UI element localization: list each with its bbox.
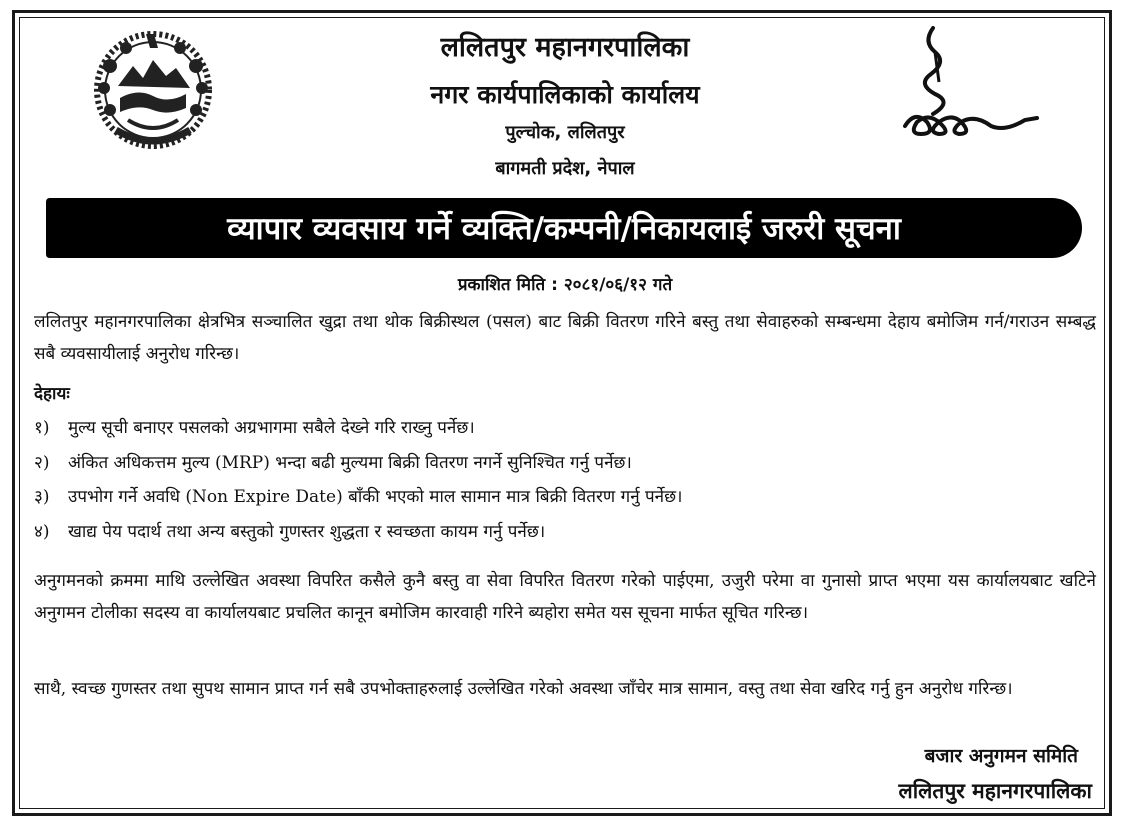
- list-item-number: २): [34, 452, 50, 473]
- notice-title: व्यापार व्यवसाय गर्ने व्यक्ति/कम्पनी/निकायलाई जरुरी सूचना: [227, 211, 901, 247]
- list-item-text: खाद्य पेय पदार्थ तथा अन्य बस्तुको गुणस्तर शुद्धता र स्वच्छता कायम गर्नु पर्नेछ।: [68, 521, 546, 542]
- list-item: [34, 450, 1096, 485]
- office-name: ललितपुर महानगरपालिका: [440, 32, 690, 63]
- list-item-number: १): [34, 418, 50, 438]
- list-item-text: अंकित अधिकत्तम मुल्य (MRP) भन्दा बढी मुल्यमा बिक्री वितरण नगर्ने सुनिश्चित गर्नु पर्नेछ।: [68, 452, 632, 473]
- list-item-number: ३): [34, 487, 50, 507]
- published-label: प्रकाशित मिति: [457, 275, 546, 295]
- list-heading: देहायः: [34, 384, 70, 404]
- signoff-office: ललितपुर महानगरपालिका: [898, 779, 1092, 803]
- published-date: २०८१/०६/१२ गते: [563, 275, 673, 295]
- list-item: [34, 484, 1096, 519]
- signoff-committee: बजार अनुगमन समिति: [924, 745, 1078, 767]
- list-item-text: उपभोग गर्ने अवधि (Non Expire Date) बाँकी भएको माल सामान मात्र बिक्री वितरण गर्नु पर्नेछ।: [68, 487, 683, 507]
- list-item: [34, 415, 1096, 450]
- monitoring-paragraph: अनुगमनको क्रममा माथि उल्लेखित अवस्था विपरित कसैले कुनै बस्तु वा सेवा विपरित वितरण गरेको पाईएमा, उजुरी परेमा वा गुनासो प्राप्त भएमा यस कार्यालयबाट खटिने अनुगमन टोलीका सदस्य वा कार्यालयबाट प्रचलित कानून बमोजिम कारवाही गरिने ब्यहोरा समेत यस सूचना मार्फत सूचित गरिन्छ।: [34, 571, 1096, 623]
- list-item: [34, 519, 1096, 554]
- list-item-number: ४): [34, 521, 50, 542]
- notice-title-banner: [46, 198, 1082, 258]
- requirements-list: [34, 415, 1096, 553]
- office-subtitle: नगर कार्यपालिकाको कार्यालय: [430, 80, 700, 109]
- intro-paragraph: ललितपुर महानगरपालिका क्षेत्रभित्र सञ्चालित खुद्रा तथा थोक बिक्रीस्थल (पसल) बाट बिक्री वितरण गरिने बस्तु तथा सेवाहरुको सम्बन्धमा देहाय बमोजिम गर्न/गराउन सम्बद्ध सबै व्यवसायीलाई अनुरोध गरिन्छ।: [34, 312, 1096, 364]
- consumer-paragraph: साथै, स्वच्छ गुणस्तर तथा सुपथ सामान प्राप्त गर्न सबै उपभोक्ताहरुलाई उल्लेखित गरेको अवस्था जाँचेर मात्र सामान, वस्तु तथा सेवा खरिद गर्नु हुन अनुरोध गरिन्छ।: [34, 679, 1013, 699]
- office-province: बागमती प्रदेश, नेपाल: [495, 158, 635, 179]
- published-date-line: [0, 272, 1130, 295]
- published-separator: :: [551, 275, 564, 295]
- office-address: पुल्चोक, ललितपुर: [505, 122, 625, 143]
- list-item-text: मुल्य सूची बनाएर पसलको अग्रभागमा सबैले देख्ने गरि राख्नु पर्नेछ।: [68, 418, 475, 438]
